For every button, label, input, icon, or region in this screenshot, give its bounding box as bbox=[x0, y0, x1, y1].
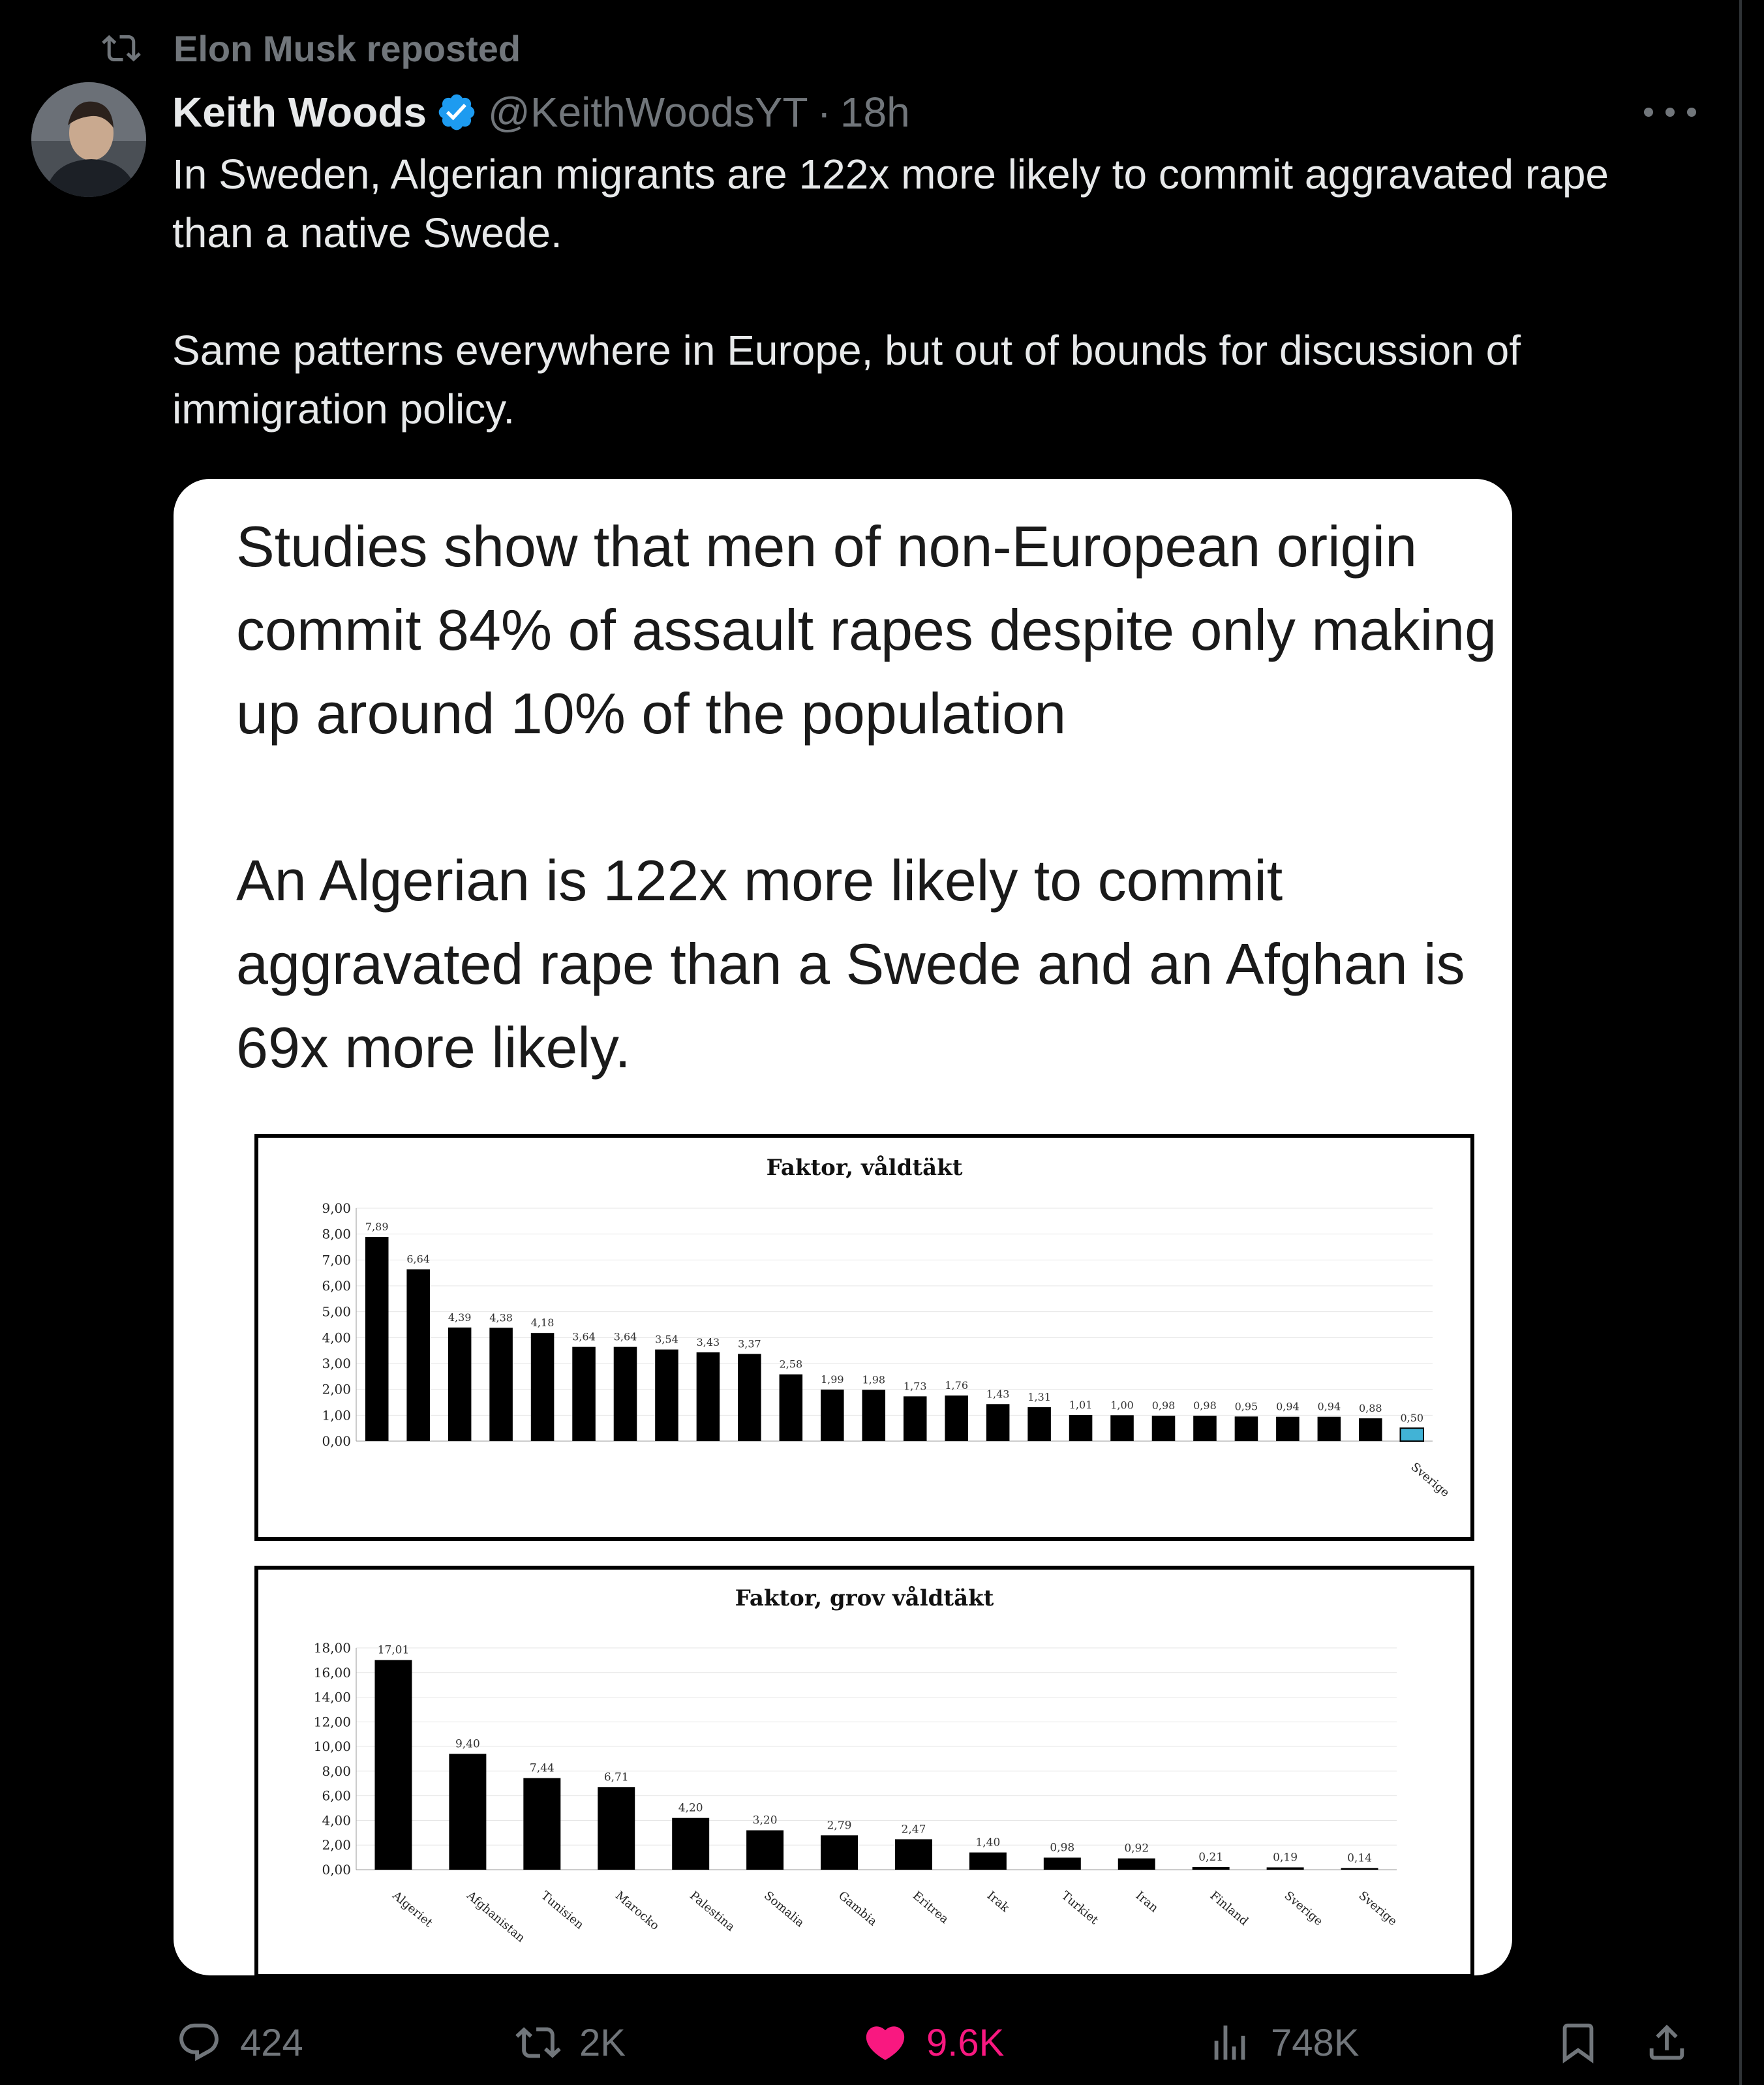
bar bbox=[1235, 1416, 1258, 1441]
x-tick-label: Gambia bbox=[835, 1889, 880, 1929]
bar bbox=[1359, 1418, 1382, 1441]
tweet-text bbox=[172, 145, 1666, 438]
data-label: 0,98 bbox=[1050, 1841, 1075, 1855]
y-tick-label: 7,00 bbox=[322, 1252, 351, 1268]
bar bbox=[746, 1831, 783, 1870]
share-icon[interactable] bbox=[1644, 2020, 1690, 2065]
data-label: 3,43 bbox=[696, 1335, 720, 1348]
bar bbox=[523, 1778, 560, 1870]
chart-plot bbox=[258, 1570, 1470, 1974]
bar bbox=[531, 1333, 555, 1441]
bar bbox=[1118, 1859, 1155, 1870]
bar bbox=[969, 1853, 1007, 1870]
chart-title: Faktor, grov våldtäkt bbox=[735, 1585, 994, 1611]
bar bbox=[614, 1347, 637, 1441]
action-bar bbox=[0, 2013, 1764, 2072]
data-label: 6,64 bbox=[406, 1253, 431, 1266]
bookmark-icon[interactable] bbox=[1555, 2020, 1601, 2065]
y-tick-label: 9,00 bbox=[322, 1200, 351, 1216]
bar bbox=[904, 1396, 927, 1441]
data-label: 3,37 bbox=[738, 1337, 761, 1350]
bar bbox=[1276, 1417, 1300, 1441]
bar bbox=[374, 1660, 412, 1870]
x-tick-label: Algeriet bbox=[389, 1889, 435, 1930]
data-label: 4,39 bbox=[448, 1311, 472, 1324]
y-tick-label: 6,00 bbox=[322, 1278, 351, 1294]
y-tick-label: 3,00 bbox=[322, 1356, 351, 1371]
image-text bbox=[236, 505, 1502, 1089]
bar bbox=[986, 1404, 1010, 1441]
data-label: 0,14 bbox=[1347, 1851, 1372, 1865]
x-tick-label: Iran bbox=[1133, 1889, 1161, 1915]
repost-button[interactable] bbox=[515, 2013, 626, 2072]
data-label: 3,54 bbox=[655, 1333, 678, 1346]
more-options-icon[interactable] bbox=[1644, 98, 1696, 127]
data-label: 2,58 bbox=[779, 1358, 803, 1371]
analytics-icon bbox=[1207, 2020, 1253, 2065]
data-label: 0,19 bbox=[1273, 1851, 1298, 1864]
data-label: 0,21 bbox=[1198, 1851, 1224, 1864]
column-divider bbox=[1739, 0, 1742, 2085]
x-tick-label: Afghanistan bbox=[464, 1889, 528, 1945]
tweet-paragraph: In Sweden, Algerian migrants are 122x more likely to commit aggravated rape than a native Swede. bbox=[172, 151, 1609, 256]
bar bbox=[1193, 1416, 1217, 1441]
y-tick-label: 14,00 bbox=[313, 1689, 351, 1705]
data-label: 1,73 bbox=[903, 1380, 927, 1393]
bar bbox=[1401, 1428, 1424, 1441]
data-label: 1,01 bbox=[1069, 1398, 1093, 1411]
y-tick-label: 8,00 bbox=[322, 1226, 351, 1242]
x-tick-label: Finland bbox=[1207, 1889, 1251, 1928]
data-label: 6,71 bbox=[603, 1771, 629, 1784]
y-tick-label: 2,00 bbox=[322, 1381, 351, 1397]
heart-icon bbox=[862, 2020, 908, 2065]
reply-count: 424 bbox=[240, 2021, 303, 2064]
data-label: 4,18 bbox=[530, 1316, 555, 1330]
bar bbox=[862, 1390, 886, 1441]
media-image[interactable] bbox=[174, 479, 1512, 1975]
data-label: 0,98 bbox=[1193, 1399, 1217, 1412]
data-label: 0,92 bbox=[1124, 1842, 1149, 1855]
y-tick-label: 12,00 bbox=[313, 1714, 351, 1730]
data-label: 0,94 bbox=[1276, 1400, 1300, 1413]
bar bbox=[1341, 1868, 1378, 1870]
data-label: 0,94 bbox=[1317, 1400, 1341, 1413]
image-paragraph: Studies show that men of non-European origin commit 84% of assault rapes despite only making up around 10% of the population bbox=[236, 514, 1497, 746]
x-tick-label: Palestina bbox=[687, 1889, 738, 1934]
bar bbox=[945, 1395, 968, 1441]
data-label: 1,00 bbox=[1110, 1399, 1134, 1412]
bar bbox=[821, 1835, 858, 1870]
data-label: 7,44 bbox=[529, 1761, 555, 1775]
y-tick-label: 16,00 bbox=[313, 1664, 351, 1681]
data-label: 0,88 bbox=[1358, 1402, 1382, 1415]
bar bbox=[449, 1754, 486, 1870]
y-tick-label: 18,00 bbox=[313, 1640, 351, 1656]
y-tick-label: 4,00 bbox=[322, 1812, 351, 1829]
like-count: 9.6K bbox=[926, 2021, 1005, 2064]
y-tick-label: 4,00 bbox=[322, 1330, 351, 1346]
x-tick-label: Irak bbox=[984, 1889, 1012, 1915]
bar bbox=[1193, 1867, 1230, 1870]
bar bbox=[1069, 1415, 1093, 1441]
repost-icon bbox=[102, 29, 141, 68]
bar bbox=[655, 1350, 678, 1441]
y-tick-label: 2,00 bbox=[322, 1837, 351, 1853]
tweet-header bbox=[172, 85, 910, 140]
bar bbox=[821, 1390, 844, 1441]
bar bbox=[572, 1347, 596, 1441]
views-count: 748K bbox=[1271, 2021, 1360, 2064]
tweet-timestamp[interactable]: 18h bbox=[840, 89, 910, 136]
data-label: 17,01 bbox=[377, 1643, 410, 1657]
bar bbox=[1027, 1407, 1051, 1441]
y-tick-label: 0,00 bbox=[322, 1433, 351, 1449]
data-label: 3,64 bbox=[572, 1330, 596, 1343]
data-label: 0,98 bbox=[1151, 1399, 1176, 1412]
bar bbox=[672, 1818, 709, 1870]
data-label: 0,95 bbox=[1234, 1400, 1258, 1413]
bar bbox=[1267, 1867, 1304, 1870]
data-label: 1,99 bbox=[820, 1373, 844, 1386]
repost-count: 2K bbox=[579, 2021, 626, 2064]
avatar[interactable] bbox=[31, 82, 146, 197]
data-label: 2,79 bbox=[827, 1819, 852, 1833]
avatar-image bbox=[31, 82, 146, 197]
y-tick-label: 1,00 bbox=[322, 1407, 351, 1423]
bar bbox=[738, 1354, 761, 1441]
reply-icon bbox=[176, 2020, 222, 2065]
data-label: 1,43 bbox=[986, 1388, 1010, 1401]
bar bbox=[1110, 1415, 1134, 1441]
bar bbox=[1318, 1417, 1341, 1441]
data-label: 1,40 bbox=[975, 1836, 1001, 1849]
x-tick-label: Turkiet bbox=[1058, 1889, 1101, 1928]
x-tick-label: Somalia bbox=[761, 1889, 807, 1930]
tweet-paragraph: Same patterns everywhere in Europe, but out of bounds for discussion of immigration policy. bbox=[172, 327, 1521, 433]
x-tick-label: Tunisien bbox=[538, 1889, 586, 1932]
bar bbox=[697, 1352, 720, 1441]
verified-badge-icon bbox=[436, 91, 478, 133]
data-label: 7,89 bbox=[365, 1221, 389, 1234]
author-name[interactable]: Keith Woods bbox=[172, 89, 427, 136]
x-tick-label: Sverige bbox=[1356, 1889, 1400, 1929]
data-label: 4,20 bbox=[678, 1801, 703, 1815]
bar bbox=[489, 1328, 513, 1441]
data-label: 4,38 bbox=[489, 1311, 513, 1324]
y-tick-label: 6,00 bbox=[322, 1788, 351, 1804]
y-tick-label: 0,00 bbox=[322, 1862, 351, 1878]
bar bbox=[448, 1328, 472, 1441]
x-tick-label: Sverige bbox=[1408, 1460, 1452, 1500]
chart-faktor-grov-valdtakt bbox=[254, 1566, 1474, 1975]
data-label: 1,76 bbox=[945, 1379, 969, 1392]
bar bbox=[1152, 1416, 1176, 1441]
bar bbox=[895, 1839, 932, 1870]
chart-plot bbox=[258, 1138, 1470, 1537]
data-label: 3,64 bbox=[613, 1330, 637, 1343]
image-paragraph: An Algerian is 122x more likely to commit aggravated rape than a Swede and an Afghan is 69x more likely. bbox=[236, 848, 1465, 1080]
chart-title: Faktor, våldtäkt bbox=[766, 1155, 963, 1181]
y-tick-label: 5,00 bbox=[322, 1303, 351, 1320]
bar bbox=[365, 1237, 389, 1441]
data-label: 0,50 bbox=[1400, 1412, 1424, 1425]
author-handle[interactable]: @KeithWoodsYT bbox=[487, 89, 808, 136]
x-tick-label: Eritrea bbox=[909, 1889, 951, 1926]
bar bbox=[406, 1270, 430, 1441]
data-label: 1,98 bbox=[862, 1373, 886, 1386]
separator-dot: · bbox=[817, 89, 831, 136]
bar bbox=[1044, 1857, 1081, 1870]
repost-label: Elon Musk reposted bbox=[174, 27, 521, 69]
like-button[interactable] bbox=[862, 2013, 1004, 2072]
y-tick-label: 8,00 bbox=[322, 1763, 351, 1779]
data-label: 9,40 bbox=[455, 1737, 480, 1751]
y-tick-label: 10,00 bbox=[313, 1739, 351, 1755]
x-tick-label: Sverige bbox=[1281, 1889, 1326, 1929]
repost-icon bbox=[515, 2020, 561, 2065]
bar bbox=[598, 1787, 635, 1870]
data-label: 3,20 bbox=[752, 1814, 778, 1827]
data-label: 2,47 bbox=[901, 1823, 926, 1836]
data-label: 1,31 bbox=[1027, 1391, 1051, 1404]
chart-faktor-valdtakt bbox=[254, 1134, 1474, 1541]
x-tick-label: Marocko bbox=[613, 1889, 662, 1933]
bar bbox=[780, 1375, 803, 1441]
repost-indicator[interactable] bbox=[102, 25, 521, 72]
reply-button[interactable] bbox=[176, 2013, 303, 2072]
views-button[interactable] bbox=[1207, 2013, 1359, 2072]
